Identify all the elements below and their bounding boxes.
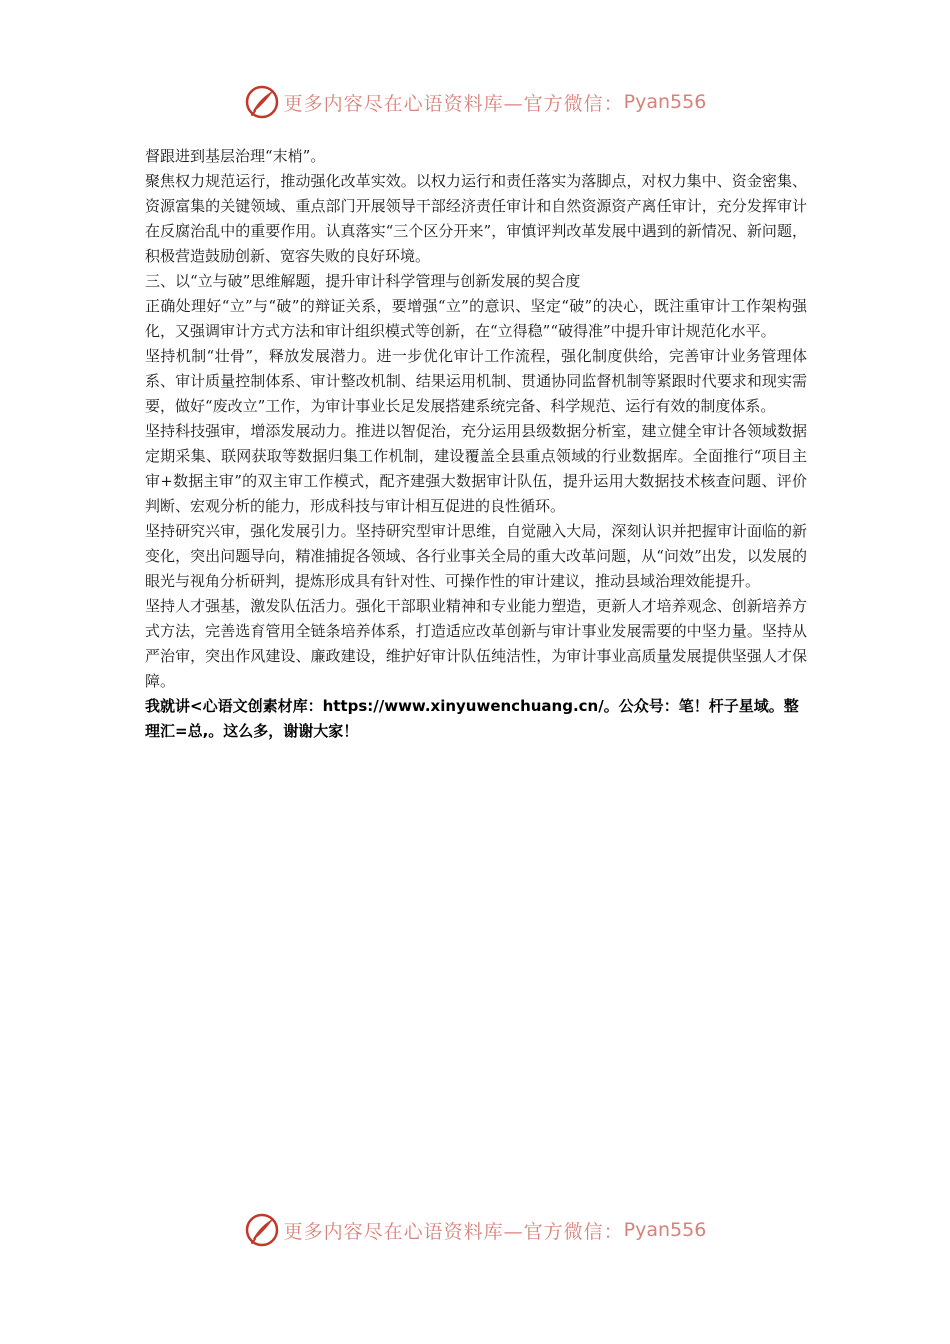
brand-text: 更多内容尽在心语资料库—官方微信： bbox=[283, 1220, 624, 1243]
quill-pen-icon bbox=[244, 84, 280, 120]
paragraph: 坚持人才强基，激发队伍活力。强化干部职业精神和专业能力塑造，更新人才培养观念、创新培养方式方法，完善选育管用全链条培养体系，打造适应改革创新与审计事业发展需要的中坚力量。坚持从严治审，突出作风建设、廉政建设，维护好审计队伍纯洁性，为审计事业高质量发展提供坚强人才保障。 bbox=[145, 597, 807, 690]
section-heading: 三、以“立与破”思维解题，提升审计科学管理与创新发展的契合度 bbox=[145, 272, 581, 290]
paragraph: 聚焦权力规范运行，推动强化改革实效。以权力运行和责任落实为落脚点，对权力集中、资金密集、资源富集的关键领域、重点部门开展领导干部经济责任审计和自然资源资产离任审计，充分发挥审计在反腐治乱中的重要作用。认真落实“三个区分开来”，审慎评判改革发展中遇到的新情况、新问题，积极营造鼓励创新、宽容失败的良好环境。 bbox=[145, 172, 807, 265]
brand-text: 更多内容尽在心语资料库—官方微信： bbox=[283, 92, 624, 115]
paragraph: 坚持研究兴审，强化发展引力。坚持研究型审计思维，自觉融入大局，深刻认识并把握审计面临的新变化，突出问题导向，精准捕捉各领域、各行业事关全局的重大改革问题，从“问效”出发，以发展的眼光与视角分析研判，提炼形成具有针对性、可操作性的审计建议，推动县域治理效能提升。 bbox=[145, 522, 807, 590]
closing-note: 我就讲<心语文创素材库：https://www.xinyuwenchuang.cn/。公众号：笔！杆子星域。整理汇=总,。这么多，谢谢大家！ bbox=[145, 697, 799, 740]
paragraph: 督跟进到基层治理“末梢”。 bbox=[145, 147, 326, 165]
header-watermark bbox=[0, 82, 950, 122]
brand-wechat-id: Pyan556 bbox=[623, 1219, 707, 1241]
document-body bbox=[145, 144, 807, 744]
paragraph: 坚持机制“壮骨”，释放发展潜力。进一步优化审计工作流程，强化制度供给，完善审计业务管理体系、审计质量控制体系、审计整改机制、结果运用机制、贯通协同监督机制等紧跟时代要求和现实需要，做好“废改立”工作，为审计事业长足发展搭建系统完备、科学规范、运行有效的制度体系。 bbox=[145, 347, 807, 415]
paragraph: 正确处理好“立”与“破”的辩证关系，要增强“立”的意识、坚定“破”的决心，既注重审计工作架构强化，又强调审计方式方法和审计组织模式等创新，在“立得稳”“破得准”中提升审计规范化水平。 bbox=[145, 297, 807, 340]
brand-wechat-id: Pyan556 bbox=[623, 91, 707, 113]
paragraph: 坚持科技强审，增添发展动力。推进以智促治，充分运用县级数据分析室，建立健全审计各领域数据定期采集、联网获取等数据归集工作机制，建设覆盖全县重点领域的行业数据库。全面推行“项目主审+数据主审”的双主审工作模式，配齐建强大数据审计队伍，提升运用大数据技术核查问题、评价判断、宏观分析的能力，形成科技与审计相互促进的良性循环。 bbox=[145, 422, 807, 515]
footer-watermark bbox=[0, 1210, 950, 1250]
quill-pen-icon bbox=[244, 1212, 280, 1248]
